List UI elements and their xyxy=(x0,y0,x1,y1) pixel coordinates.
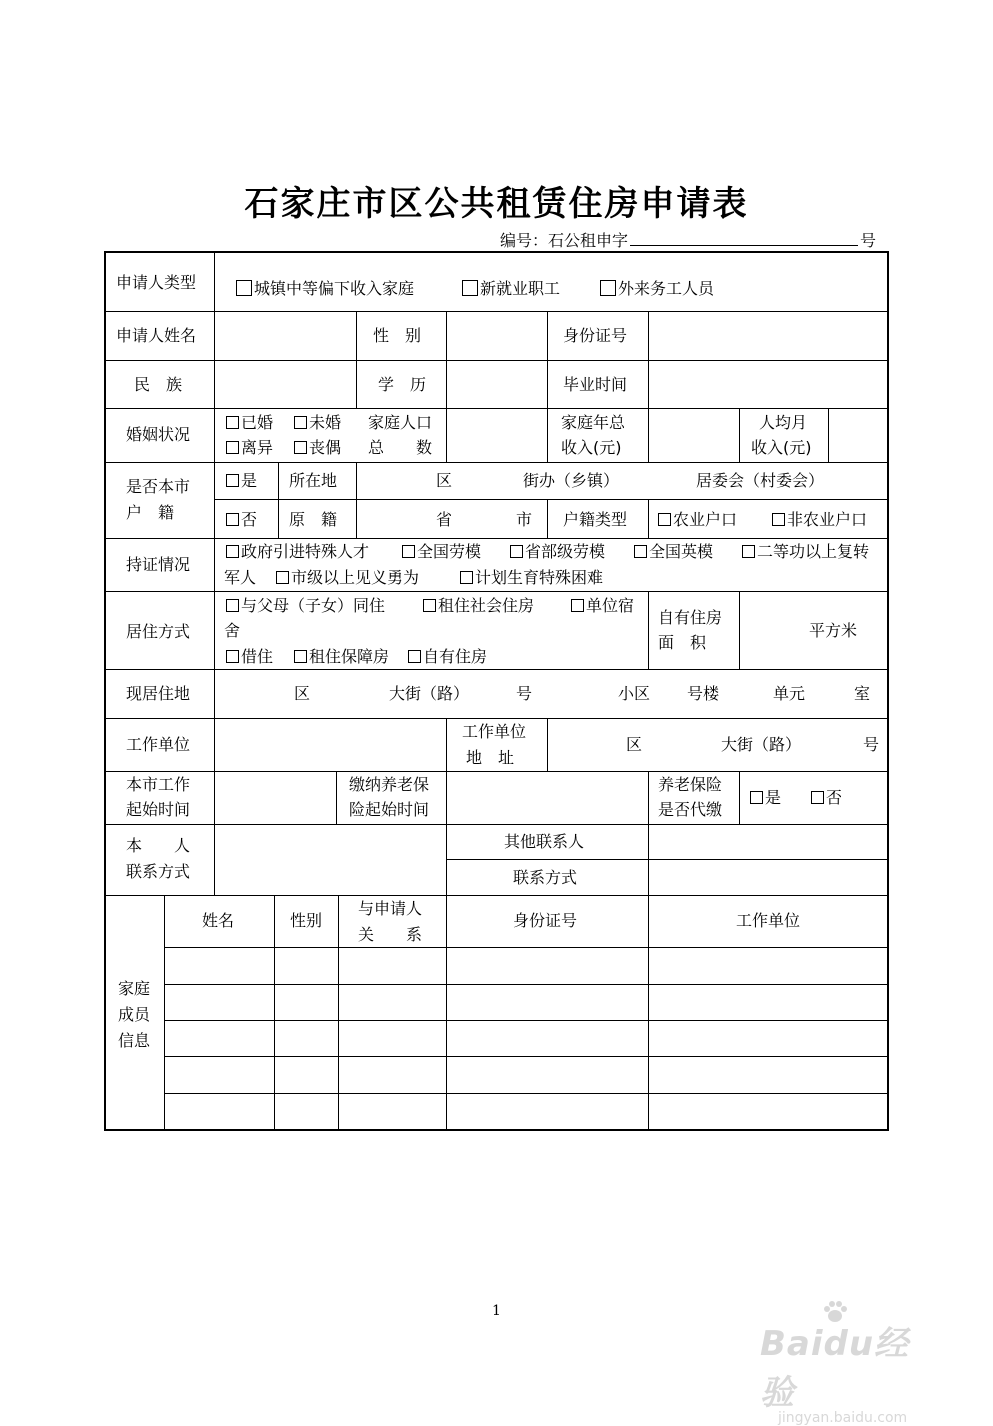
checkbox-icon[interactable] xyxy=(571,599,584,612)
checkbox-icon[interactable] xyxy=(226,599,239,612)
family-col-gender: 性别 xyxy=(290,911,323,930)
page-number: 1 xyxy=(492,1303,501,1319)
checkbox-icon[interactable] xyxy=(742,545,755,558)
marital-status-label: 婚姻状况 xyxy=(126,425,191,444)
family-col-id: 身份证号 xyxy=(513,911,578,930)
checkbox-icon[interactable] xyxy=(226,416,239,429)
current-address-label: 现居住地 xyxy=(126,684,191,703)
address-building: 号楼 xyxy=(687,684,720,703)
checkbox-icon[interactable] xyxy=(226,545,239,558)
application-form-table xyxy=(104,251,889,1131)
household-size-label-2: 总 数 xyxy=(368,438,433,457)
location-label: 所在地 xyxy=(289,471,338,490)
checkbox-icon[interactable] xyxy=(408,650,421,663)
option-agricultural[interactable]: 农业户口 xyxy=(658,508,737,532)
work-address-street: 大街（路） xyxy=(721,735,802,754)
work-start-label-1: 本市工作 xyxy=(126,775,191,794)
option-non-agricultural[interactable]: 非农业户口 xyxy=(772,508,867,532)
area-unit-label: 平方米 xyxy=(809,621,858,640)
work-start-label-2: 起始时间 xyxy=(126,800,191,819)
checkbox-icon[interactable] xyxy=(811,791,824,804)
serial-number xyxy=(500,228,876,251)
checkbox-icon[interactable] xyxy=(658,513,671,526)
option-dormitory[interactable]: 单位宿 xyxy=(571,594,634,618)
household-size-label-1: 家庭人口 xyxy=(368,413,433,432)
local-hukou-label-2: 户 籍 xyxy=(126,503,175,522)
form-title: 石家庄市区公共租赁住房申请表 xyxy=(244,184,749,224)
ethnicity-label: 民 族 xyxy=(134,375,183,394)
residence-mode-label: 居住方式 xyxy=(126,622,191,641)
option-low-income-family[interactable]: 城镇中等偏下收入家庭 xyxy=(236,277,414,301)
checkbox-icon[interactable] xyxy=(226,474,239,487)
address-street: 大街（路） xyxy=(389,684,470,703)
hukou-type-label: 户籍类型 xyxy=(563,510,628,529)
pension-proxy-label-1: 养老保险 xyxy=(658,775,723,794)
watermark-url: jingyan.baidu.com xyxy=(778,1410,908,1426)
checkbox-icon[interactable] xyxy=(460,571,473,584)
paw-icon xyxy=(822,1300,848,1324)
checkbox-icon[interactable] xyxy=(772,513,785,526)
option-family-planning-hardship[interactable]: 计划生育特殊困难 xyxy=(460,566,603,590)
option-widowed[interactable]: 丧偶 xyxy=(294,436,341,460)
house-area-label-2: 面 积 xyxy=(658,633,707,652)
id-number-label: 身份证号 xyxy=(563,326,628,345)
option-provincial-model-worker[interactable]: 省部级劳模 xyxy=(510,540,605,564)
option-pension-no[interactable]: 否 xyxy=(811,786,842,810)
checkbox-icon[interactable] xyxy=(294,416,307,429)
work-address-label-1: 工作单位 xyxy=(462,722,527,741)
pension-start-label-2: 险起始时间 xyxy=(349,800,430,819)
residence-line2-text: 舍 xyxy=(224,621,241,640)
checkbox-icon[interactable] xyxy=(510,545,523,558)
family-label-2: 成员 xyxy=(118,1005,151,1024)
address-room: 室 xyxy=(854,684,871,703)
checkbox-icon[interactable] xyxy=(276,571,289,584)
origin-label: 原 籍 xyxy=(289,510,338,529)
address-unit: 单元 xyxy=(773,684,806,703)
annual-income-label-2: 收入(元) xyxy=(561,438,622,457)
option-divorced[interactable]: 离异 xyxy=(226,436,273,460)
family-label-1: 家庭 xyxy=(118,979,151,998)
family-col-work: 工作单位 xyxy=(736,911,801,930)
option-special-talent[interactable]: 政府引进特殊人才 xyxy=(226,540,369,564)
other-contact-label: 其他联系人 xyxy=(504,832,585,851)
monthly-income-label-2: 收入(元) xyxy=(751,438,812,457)
option-subsidized-rental[interactable]: 租住保障房 xyxy=(294,645,389,669)
checkbox-icon[interactable] xyxy=(462,280,478,296)
serial-blank-field[interactable] xyxy=(630,229,858,246)
option-borrowed[interactable]: 借住 xyxy=(226,645,273,669)
certificate-label: 持证情况 xyxy=(126,555,191,574)
baidu-watermark xyxy=(760,1300,940,1426)
checkbox-icon[interactable] xyxy=(294,650,307,663)
option-unmarried[interactable]: 未婚 xyxy=(294,411,341,435)
applicant-name-label: 申请人姓名 xyxy=(116,326,197,345)
province-label: 省 xyxy=(436,510,453,529)
checkbox-icon[interactable] xyxy=(226,650,239,663)
checkbox-icon[interactable] xyxy=(634,545,647,558)
serial-prefix: 编号：石公租申字 xyxy=(500,231,629,250)
family-col-relation-1: 与申请人 xyxy=(358,899,423,918)
address-community: 小区 xyxy=(618,684,651,703)
self-contact-label-2: 联系方式 xyxy=(126,862,191,881)
gender-label: 性 别 xyxy=(373,326,422,345)
certificate-line2-prefix: 军人 xyxy=(224,568,257,587)
local-hukou-label-1: 是否本市 xyxy=(126,477,191,496)
option-migrant-worker[interactable]: 外来务工人员 xyxy=(600,277,714,301)
pension-proxy-label-2: 是否代缴 xyxy=(658,800,723,819)
checkbox-icon[interactable] xyxy=(236,280,252,296)
option-new-employee[interactable]: 新就业职工 xyxy=(462,277,560,301)
option-married[interactable]: 已婚 xyxy=(226,411,273,435)
option-own-house[interactable]: 自有住房 xyxy=(408,645,487,669)
checkbox-icon[interactable] xyxy=(294,441,307,454)
work-unit-label: 工作单位 xyxy=(126,735,191,754)
option-hukou-no[interactable]: 否 xyxy=(226,508,257,532)
option-national-model-worker[interactable]: 全国劳模 xyxy=(402,540,481,564)
checkbox-icon[interactable] xyxy=(226,441,239,454)
work-address-label-2: 地 址 xyxy=(466,748,515,767)
watermark-logo: Baidu经验 xyxy=(760,1324,910,1413)
option-national-hero[interactable]: 全国英模 xyxy=(634,540,713,564)
pension-start-label-1: 缴纳养老保 xyxy=(349,775,430,794)
street-office-label: 街办（乡镇） xyxy=(523,471,620,490)
option-hukou-yes[interactable]: 是 xyxy=(226,469,257,493)
city-label: 市 xyxy=(516,510,533,529)
house-area-label-1: 自有住房 xyxy=(658,608,723,627)
district-label: 区 xyxy=(436,471,453,490)
checkbox-icon[interactable] xyxy=(750,791,763,804)
checkbox-icon[interactable] xyxy=(226,513,239,526)
checkbox-icon[interactable] xyxy=(600,280,616,296)
option-with-family[interactable]: 与父母（子女）同住 xyxy=(226,594,385,618)
education-label: 学 历 xyxy=(378,375,427,394)
annual-income-label-1: 家庭年总 xyxy=(561,413,626,432)
work-address-number: 号 xyxy=(863,735,880,754)
option-pension-yes[interactable]: 是 xyxy=(750,786,781,810)
applicant-type-label: 申请人类型 xyxy=(116,273,197,292)
address-district: 区 xyxy=(294,684,311,703)
family-label-3: 信息 xyxy=(118,1031,151,1050)
family-col-relation-2: 关 系 xyxy=(358,925,423,944)
family-col-name: 姓名 xyxy=(202,911,235,930)
checkbox-icon[interactable] xyxy=(423,599,436,612)
serial-suffix: 号 xyxy=(860,231,877,250)
address-number: 号 xyxy=(516,684,533,703)
work-address-district: 区 xyxy=(626,735,643,754)
checkbox-icon[interactable] xyxy=(402,545,415,558)
monthly-income-label-1: 人均月 xyxy=(759,413,808,432)
graduation-time-label: 毕业时间 xyxy=(563,375,628,394)
option-brave-act[interactable]: 市级以上见义勇为 xyxy=(276,566,419,590)
option-social-rental[interactable]: 租住社会住房 xyxy=(423,594,534,618)
option-veteran[interactable]: 二等功以上复转 xyxy=(742,540,869,564)
committee-label: 居委会（村委会） xyxy=(696,471,825,490)
self-contact-label-1: 本 人 xyxy=(126,836,191,855)
other-contact-method-label: 联系方式 xyxy=(513,868,578,887)
